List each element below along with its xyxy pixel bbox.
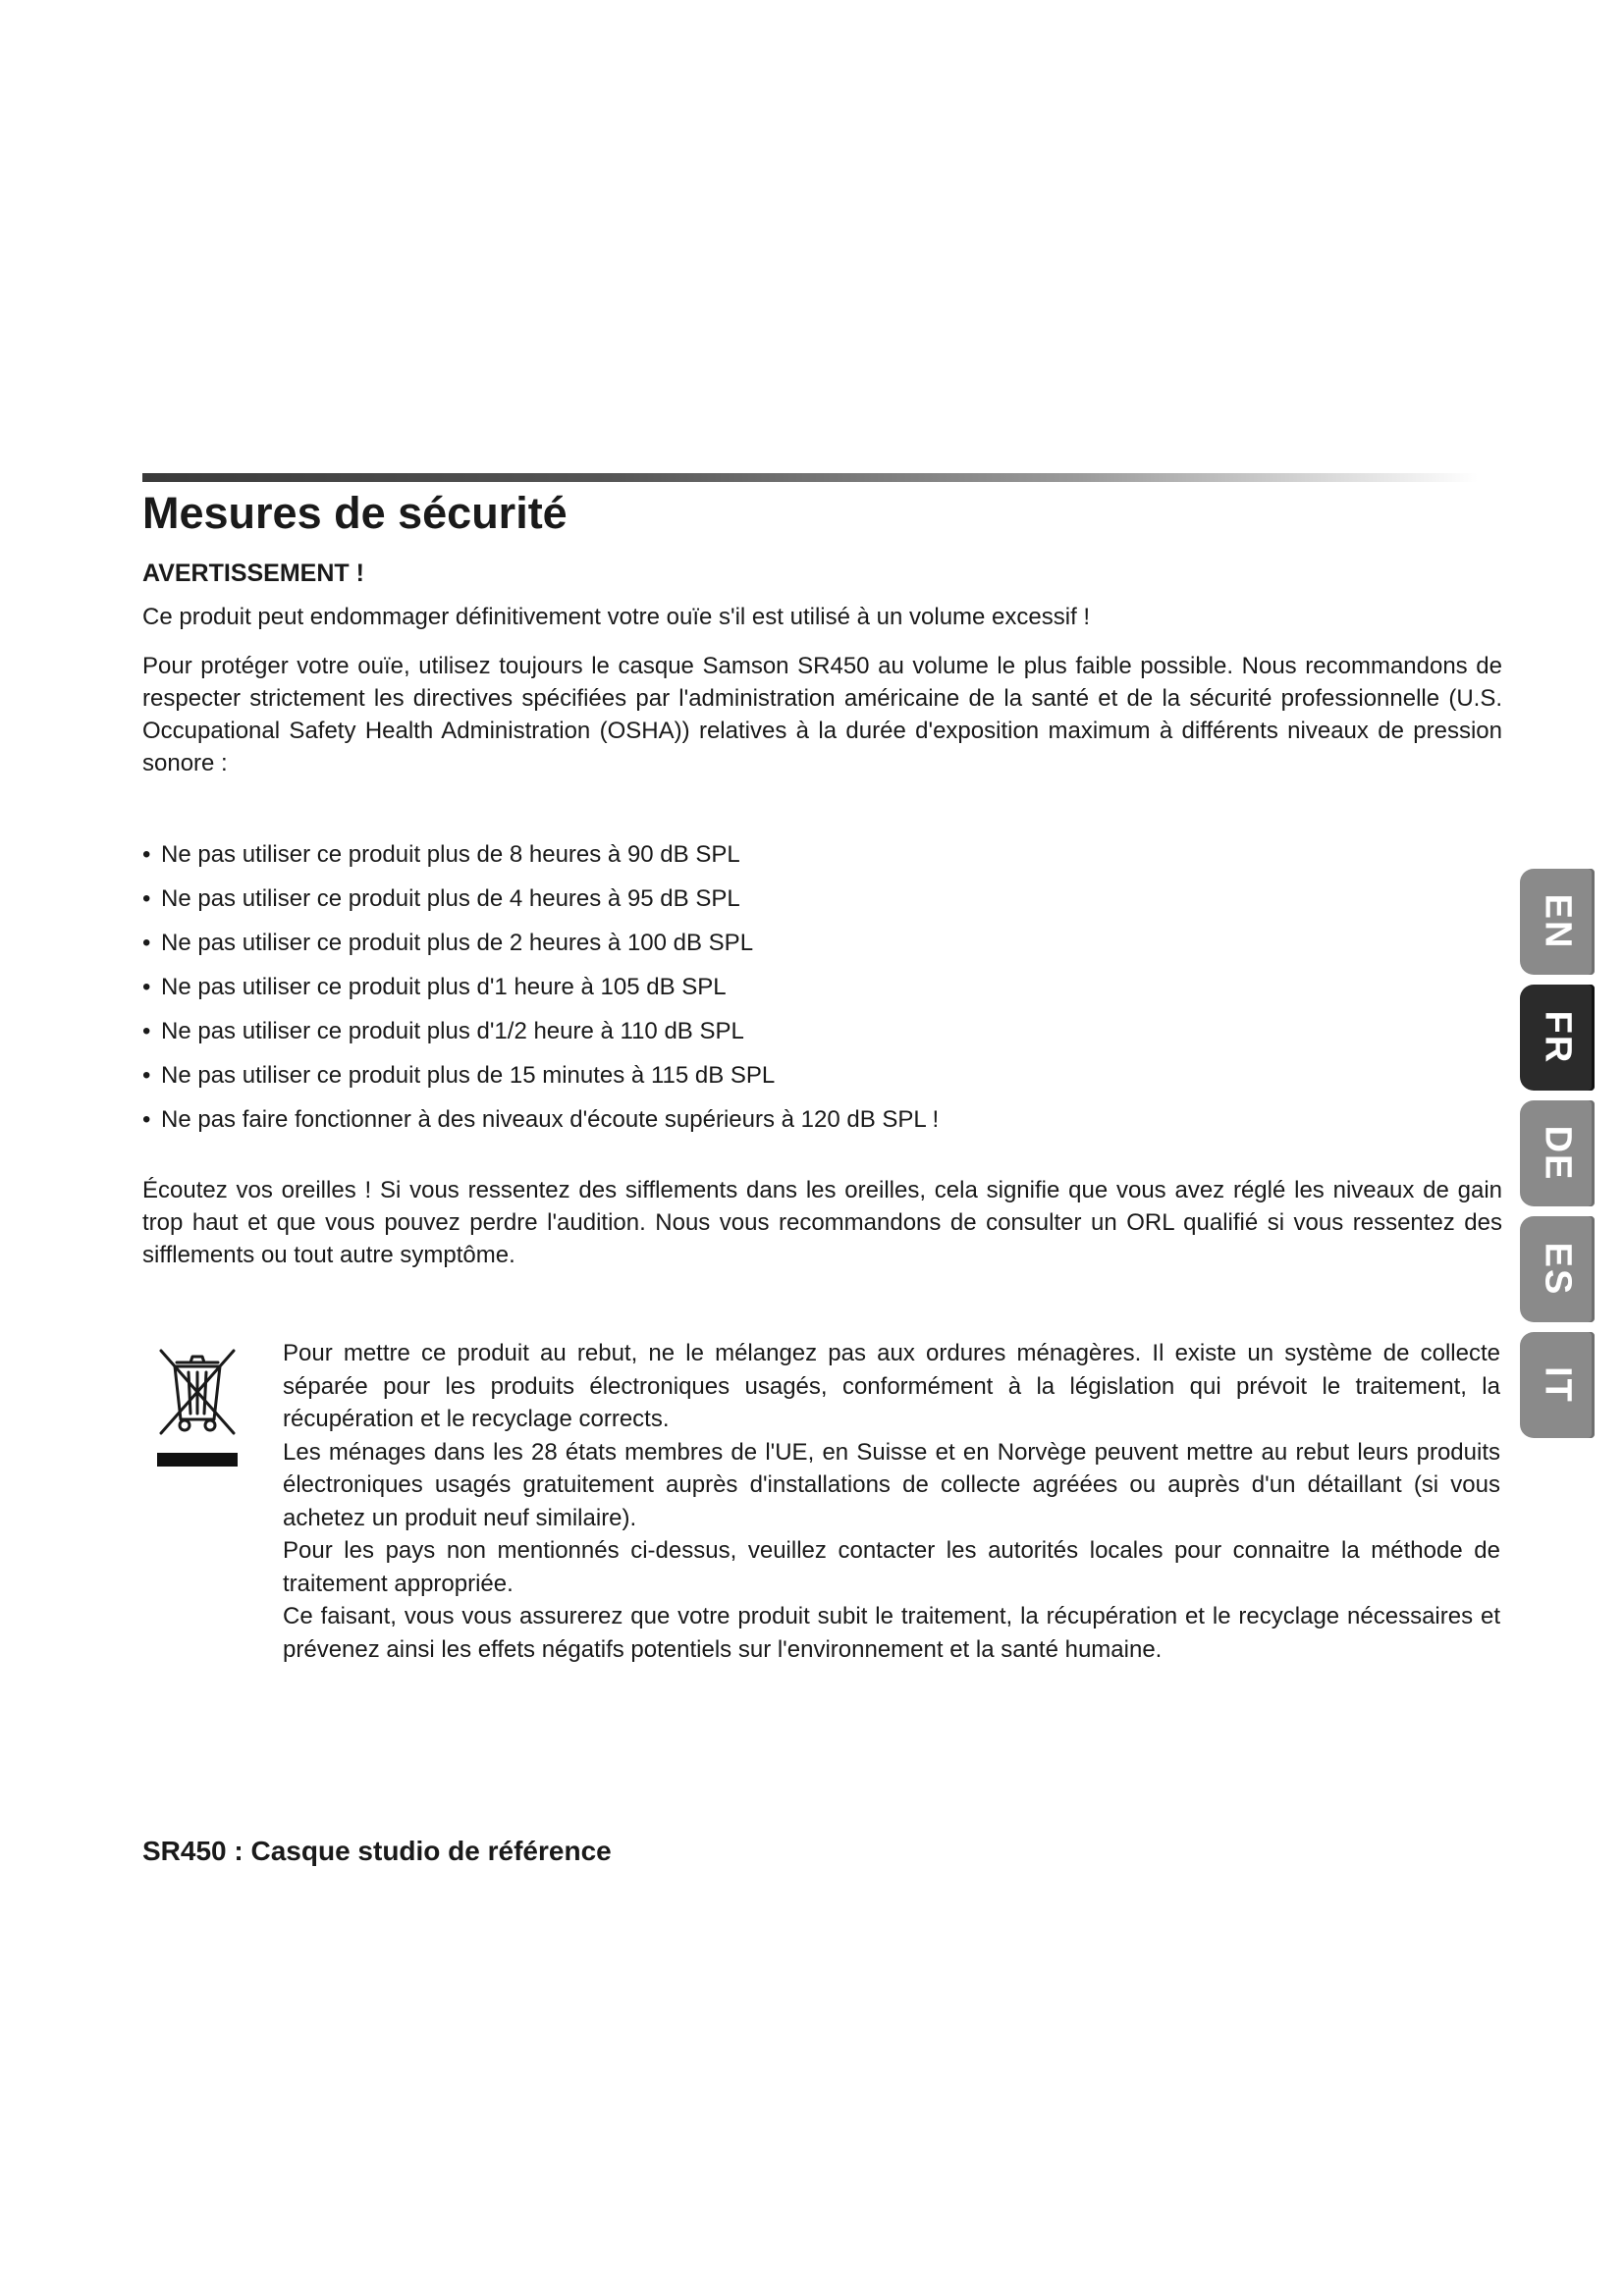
bullet-icon: • — [142, 1062, 151, 1089]
list-item: • Ne pas utiliser ce produit plus d'1 heure à 105 dB SPL — [142, 965, 1222, 1009]
disposal-paragraph — [283, 1337, 1500, 1666]
intro-paragraph: Ce produit peut endommager définitivement votre ouïe s'il est utilisé à un volume excessif ! — [142, 604, 1091, 630]
list-item: • Ne pas utiliser ce produit plus de 2 heures à 100 dB SPL — [142, 921, 1222, 965]
disposal-line: Ce faisant, vous vous assurerez que votre produit subit le traitement, la récupération et le recyclage nécessaires et prévenez ainsi les effets négatifs potentiels sur l'environnement et la santé humaine. — [283, 1603, 1500, 1663]
bullet-icon: • — [142, 885, 151, 912]
bullet-icon: • — [142, 841, 151, 868]
page-title: Mesures de sécurité — [142, 488, 568, 538]
bullet-icon: • — [142, 1018, 151, 1044]
bullet-icon: • — [142, 974, 151, 1000]
weee-crossed-bin-icon — [155, 1343, 240, 1468]
list-item: • Ne pas utiliser ce produit plus de 15 minutes à 115 dB SPL — [142, 1053, 1222, 1097]
footer-product-title: SR450 : Casque studio de référence — [142, 1836, 612, 1866]
protection-paragraph: Pour protéger votre ouïe, utilisez toujours le casque Samson SR450 au volume le plus faible possible. Nous recommandons de respecter strictement les directives spécifiées par l'administration américaine de la santé et de la sécurité professionnelle (U.S. Occupational Safety Health Administration (OSHA)) relatives à la durée d'exposition maximum à différents niveaux de pression sonore : — [142, 653, 1502, 776]
listen-paragraph: Écoutez vos oreilles ! Si vous ressentez des sifflements dans les oreilles, cela signifie que vous avez réglé les niveaux de gain trop haut et que vous pouvez perdre l'audition. Nous vous recommandons de consulter un ORL qualifié si vous ressentez des sifflements ou tout autre symptôme. — [142, 1177, 1502, 1268]
disposal-line: Les ménages dans les 28 états membres de l'UE, en Suisse et en Norvège peuvent mettre au rebut leurs produits électroniques usagés gratuitement auprès d'installations de collecte agréées ou auprès d'un détaillant (si vous achetez un produit neuf similaire). — [283, 1438, 1500, 1531]
bullet-icon: • — [142, 1106, 151, 1133]
tab-es[interactable]: ES — [1520, 1216, 1595, 1322]
list-item: • Ne pas utiliser ce produit plus de 8 heures à 90 dB SPL — [142, 832, 1222, 877]
tab-en[interactable]: EN — [1520, 869, 1595, 975]
exposure-list — [142, 832, 1222, 1142]
tab-it[interactable]: IT — [1520, 1332, 1595, 1438]
list-item: • Ne pas utiliser ce produit plus d'1/2 heure à 110 dB SPL — [142, 1009, 1222, 1053]
title-rule — [142, 473, 1478, 482]
disposal-line: Pour mettre ce produit au rebut, ne le mélangez pas aux ordures ménagères. Il existe un système de collecte séparée pour les produits électroniques usagés, conformément à la législation qui prévoit le traitement, la récupération et le recyclage corrects. — [283, 1340, 1500, 1432]
list-item: • Ne pas utiliser ce produit plus de 4 heures à 95 dB SPL — [142, 877, 1222, 921]
list-item: • Ne pas faire fonctionner à des niveaux d'écoute supérieurs à 120 dB SPL ! — [142, 1097, 1222, 1142]
tab-fr[interactable]: FR — [1520, 985, 1595, 1091]
tab-de[interactable]: DE — [1520, 1100, 1595, 1206]
warning-heading: AVERTISSEMENT ! — [142, 560, 364, 587]
disposal-line: Pour les pays non mentionnés ci-dessus, veuillez contacter les autorités locales pour connaitre la méthode de traitement appropriée. — [283, 1537, 1500, 1597]
bullet-icon: • — [142, 930, 151, 956]
